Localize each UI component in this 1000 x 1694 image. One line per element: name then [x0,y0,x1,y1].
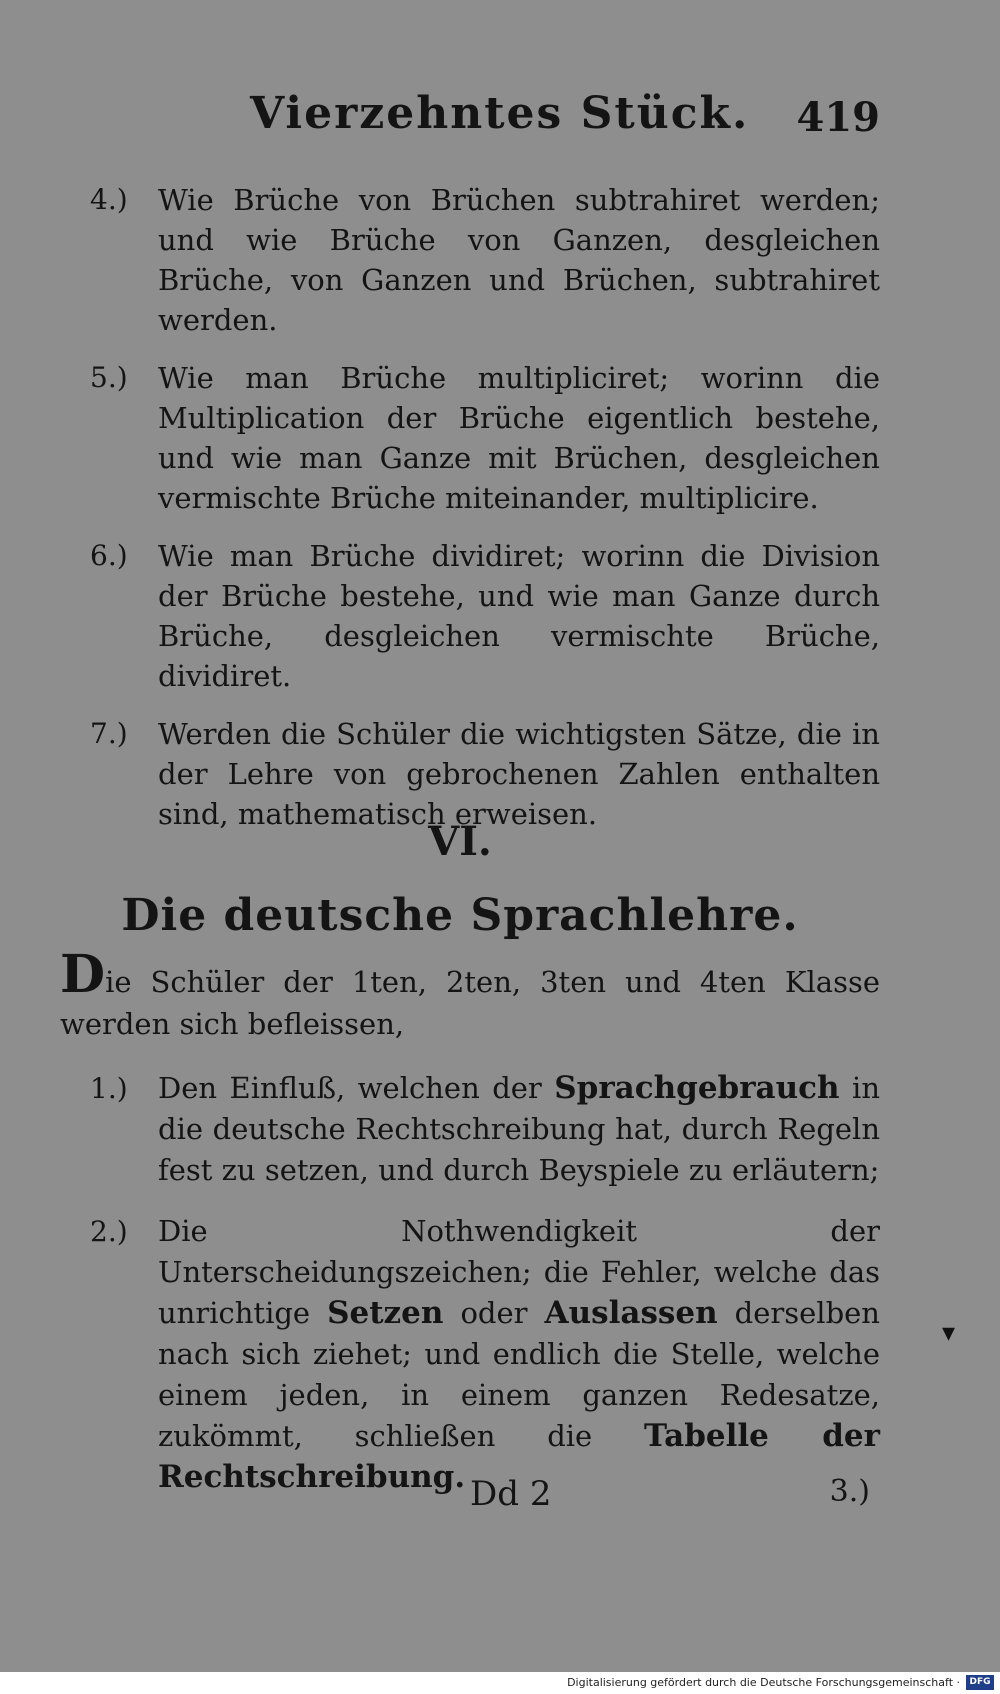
section-intro [60,944,880,1045]
running-title: Vierzehntes Stück. [250,88,750,139]
item-number: 5.) [90,361,128,394]
printer-signature: Dd 2 [470,1474,552,1514]
emphasized-term: Tabelle der Rechtschreibung. [158,1418,880,1495]
item-text: Die Nothwendigkeit der Unterscheidungszeichen; die Fehler, welche das unrichtige [158,1214,880,1330]
list-item [90,358,880,518]
list-item [90,536,880,696]
credit-text: Digitalisierung gefördert durch die Deutsche Forschungsgemeinschaft · [567,1676,960,1689]
digitization-credit-bar [0,1672,1000,1694]
running-head [60,88,880,148]
item-text: derselben nach sich ziehet; und endlich die Stelle, welche einem jeden, in einem ganzen Redesatze, zukömmt, schließen die [158,1296,880,1453]
item-number: 7.) [90,717,128,750]
drop-cap: D [60,944,106,1005]
item-text: Wie man Brüche multipliciret; worinn die Multiplication der Brüche eigentlich bestehe, und wie man Ganze mit Brüchen, desgleichen vermischte Brüche miteinander, multiplicire. [158,361,880,515]
page-number: 419 [796,94,880,141]
item-text: Wie Brüche von Brüchen subtrahiret werden; und wie Brüche von Ganzen, desgleichen Brüche, von Ganzen und Brüchen, subtrahiret werden. [158,183,880,337]
fraction-topics-list [90,180,880,852]
dfg-logo-icon: DFG [966,1675,994,1690]
margin-mark: ▾ [942,1318,956,1348]
page-footer [60,1474,880,1524]
item-text: oder [443,1296,545,1330]
item-number: 2.) [90,1215,128,1248]
item-number: 1.) [90,1072,128,1105]
item-number: 6.) [90,539,128,572]
grammar-topics-list [90,1068,880,1518]
item-text: Wie man Brüche dividiret; worinn die Division der Brüche bestehe, und wie man Ganze durch Brüche, desgleichen vermischte Brüche, dividiret. [158,539,880,693]
item-text: Den Einfluß, welchen der [158,1071,555,1105]
item-text: in die deutsche Rechtschreibung hat, durch Regeln fest zu setzen, und durch Beyspiele zu erläutern; [158,1071,880,1187]
emphasized-term: Setzen [327,1295,444,1331]
emphasized-term: Auslassen [544,1295,718,1331]
catchword: 3.) [829,1474,870,1509]
emphasized-term: Sprachgebrauch [554,1070,840,1106]
list-item [90,1068,880,1191]
intro-text: ie Schüler der 1ten, 2ten, 3ten und 4ten Klasse werden sich befleissen, [60,965,880,1041]
list-item [90,714,880,834]
section-title: Die deutsche Sprachlehre. [121,890,799,941]
list-item [90,1211,880,1498]
item-number: 4.) [90,183,128,216]
section-numeral: VI. [428,818,492,865]
list-item [90,180,880,340]
item-text: Werden die Schüler die wichtigsten Sätze, die in der Lehre von gebrochenen Zahlen enthalten sind, mathematisch erweisen. [158,717,880,831]
